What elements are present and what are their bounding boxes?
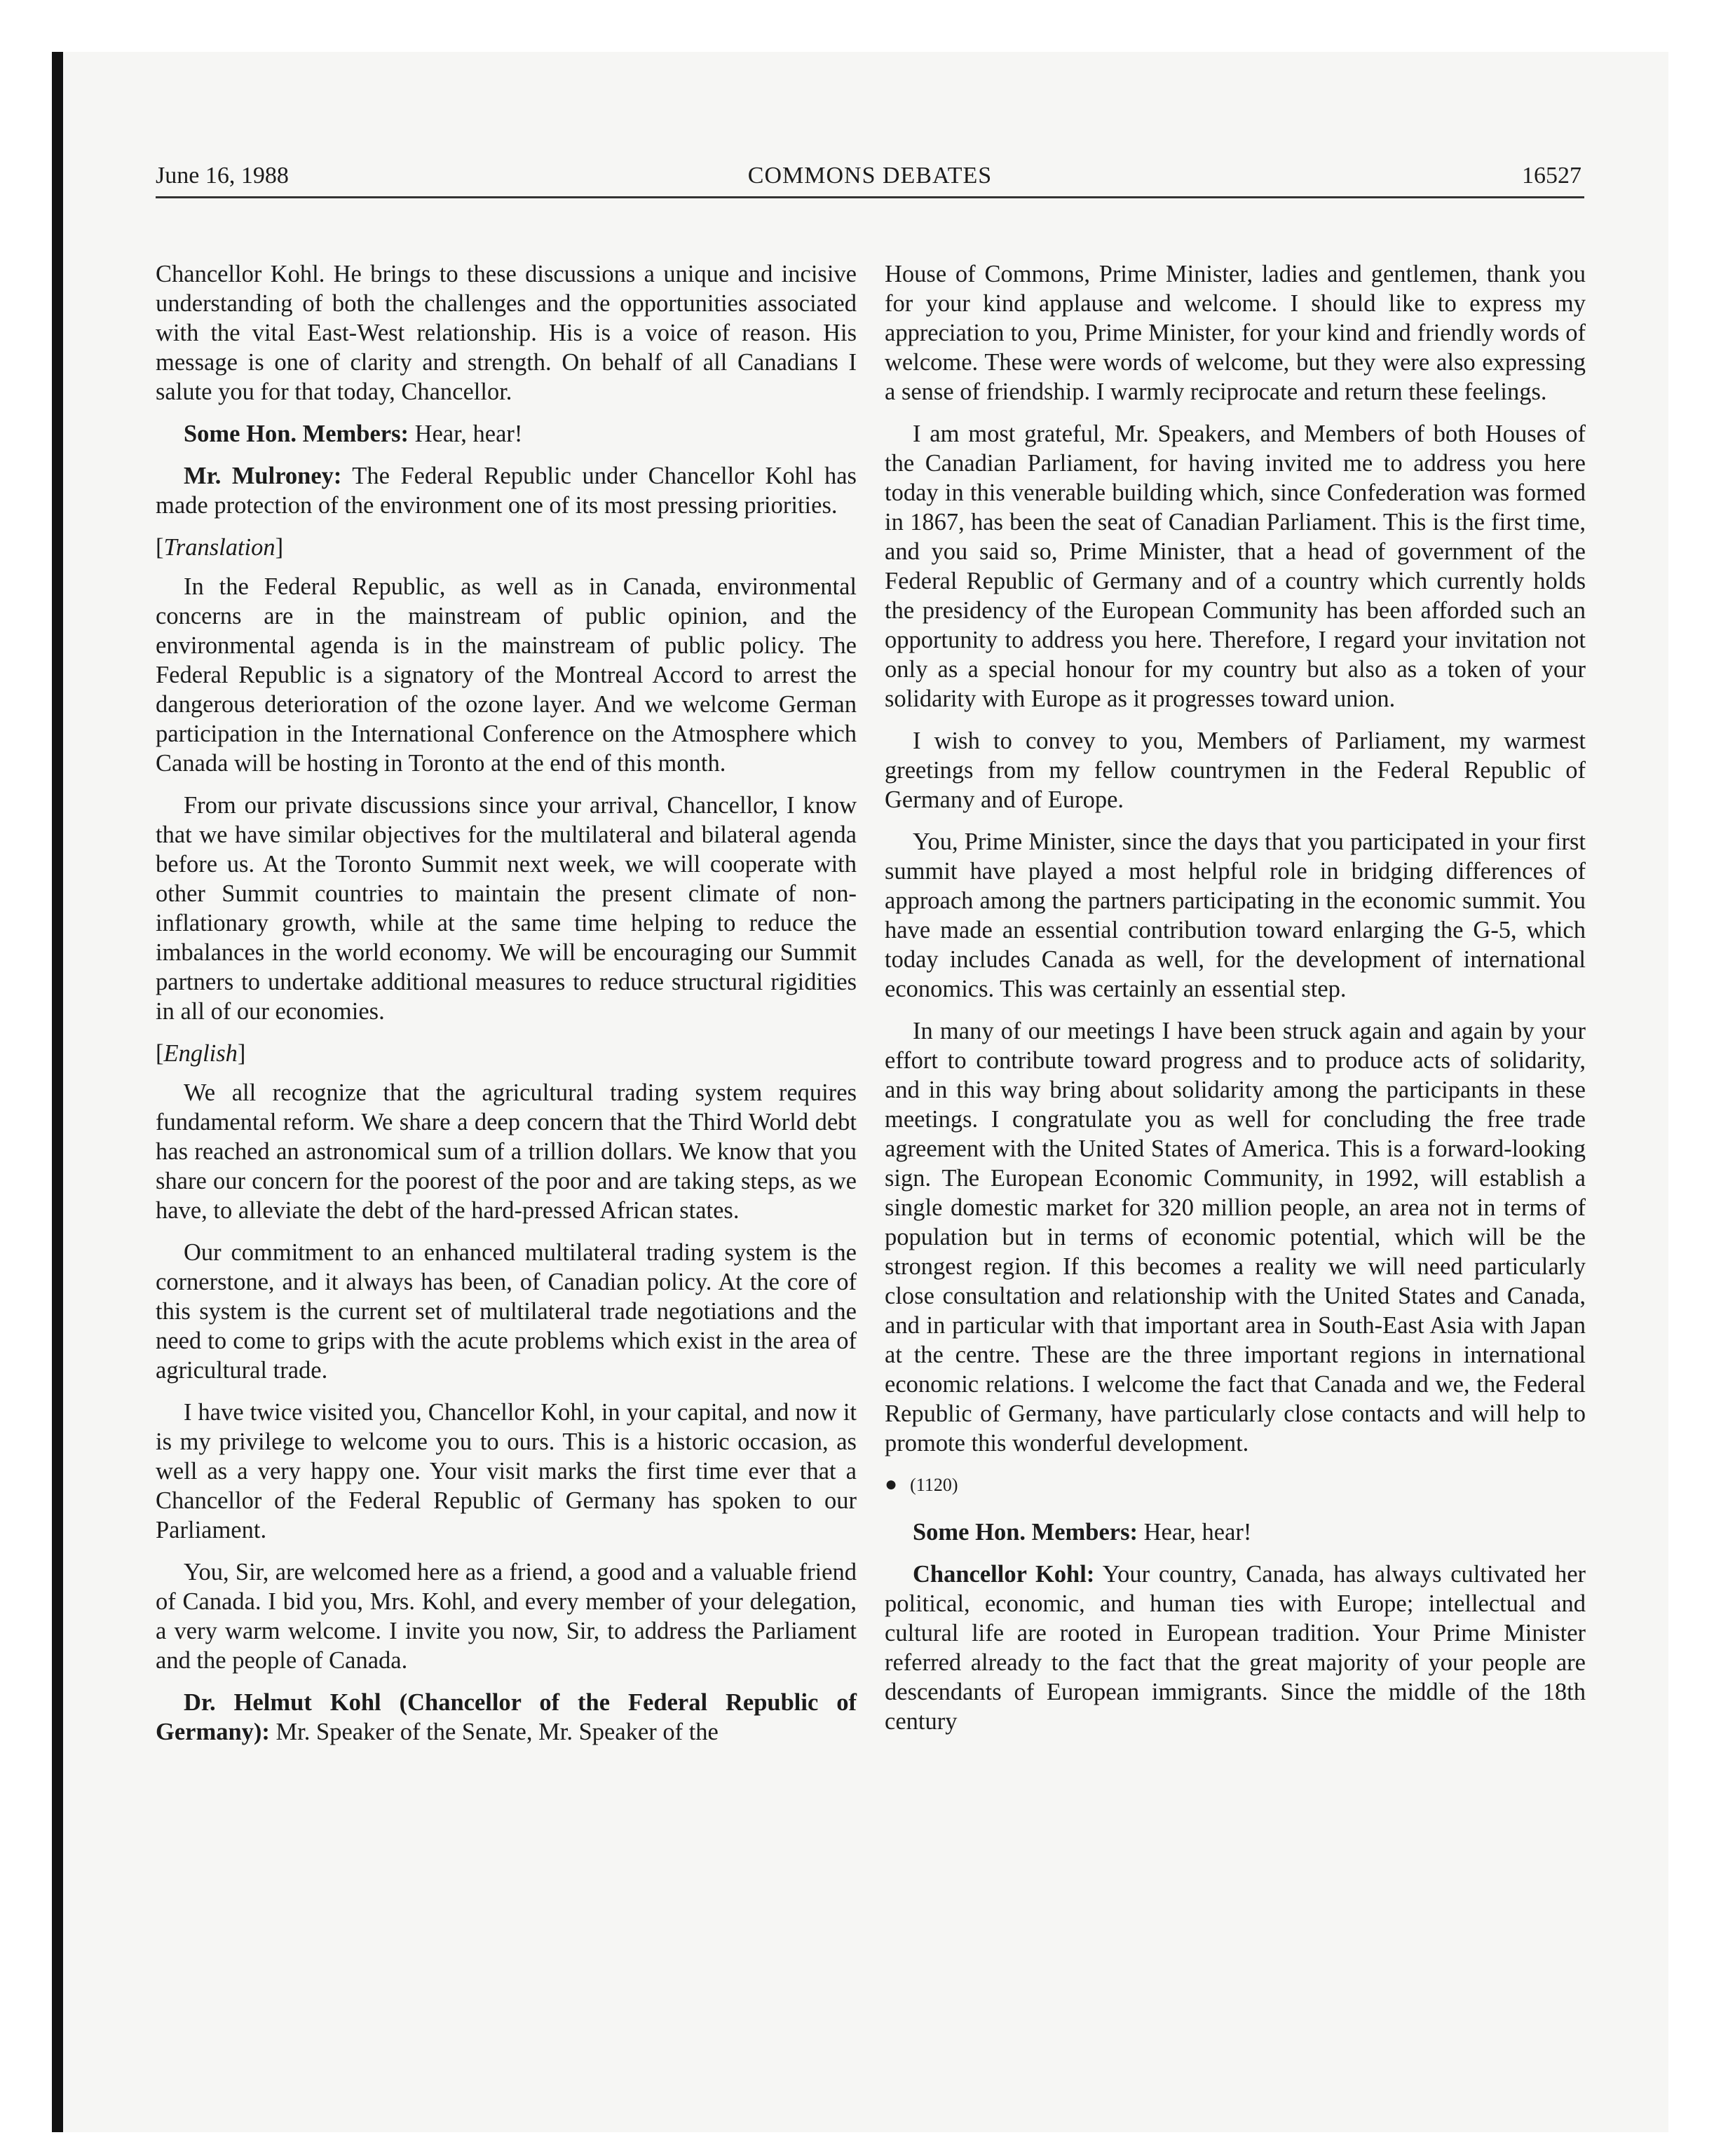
paragraph: I am most grateful, Mr. Speakers, and Members of both Houses of the Canadian Parliament, for having invited me to address you here today in this venerable building which, since Confederation was formed in 1867, has been the seat of Canadian Parliament. This is the first time, and you said so, Prime Minister, that a head of government of the Federal Republic of Germany and of a country which currently holds the presidency of the European Community has been afforded such an opportunity to address you here. Therefore, I regard your invitation not only as a special honour for my country but also as a token of your solidarity with Europe as it progresses toward union. — [885, 421, 1586, 712]
paragraph: We all recognize that the agricultural trading system requires fundamental reform. We share a deep concern that the Third World debt has reached an astronomical sum of a trillion dollars. We know that you share our concern for the poorest of the poor and are taking steps, as we have, to alleviate the debt of the hard-pressed African states. — [156, 1079, 857, 1224]
speech-text: Mr. Speaker of the Senate, Mr. Speaker of the — [269, 1719, 719, 1745]
speech-paragraph — [885, 1560, 1586, 1736]
right-column — [885, 259, 1586, 1749]
time-marker — [885, 1471, 1586, 1499]
time-marker-label: (1120) — [910, 1475, 958, 1495]
paragraph: House of Commons, Prime Minister, ladies and gentlemen, thank you for your kind applause and welcome. I should like to express my appreciation to you, Prime Minister, for your kind and friendly words of welcome. These were words of welcome, but they were also expressing a sense of friendship. I warmly reciprocate and return these feelings. — [885, 261, 1586, 405]
paragraph: You, Sir, are welcomed here as a friend, a good and a valuable friend of Canada. I bid you, Mrs. Kohl, and every member of your delegation, a very warm welcome. I invite you now, Sir, to address the Parliament and the people of Canada. — [156, 1559, 857, 1674]
paragraph: Our commitment to an enhanced multilateral trading system is the cornerstone, and it always has been, of Canadian policy. At the core of this system is the current set of multilateral trade negotiations and the need to come to grips with the acute problems which exist in the area of agricultural trade. — [156, 1239, 857, 1384]
scan-edge — [52, 52, 63, 2132]
speech-text: Hear, hear! — [408, 421, 523, 447]
paragraph: In many of our meetings I have been struck again and again by your effort to contribute toward progress and to produce acts of solidarity, and in this way bring about solidarity among the participants in these meetings. I congratulate you as well for concluding the free trade agreement with the United States of America. This is a forward-looking sign. The European Economic Community, in 1992, will establish a single domestic market for 320 million people, an area not in terms of population but in terms of economic potential, which will be the strongest region. If this becomes a reality we will need particularly close consultation and relationship with the United States and Canada, and in particular with that important area in South-East Asia with Japan at the centre. These are the three important regions in international economic relations. I welcome the fact that Canada and we, the Federal Republic of Germany, have particularly close contacts and will help to promote this wonderful development. — [885, 1018, 1586, 1456]
speech-text: Hear, hear! — [1137, 1519, 1252, 1546]
bullet-icon: ● — [885, 1473, 898, 1496]
speaker-name: Dr. Helmut Kohl (Chancellor of the Federal Republic of Germany): — [156, 1689, 857, 1745]
running-header — [156, 156, 1584, 198]
interjection — [156, 419, 857, 449]
speaker-name: Chancellor Kohl: — [913, 1561, 1095, 1588]
speech-paragraph — [156, 1688, 857, 1747]
language-label: Translation — [163, 534, 275, 561]
paragraph: You, Prime Minister, since the days that you participated in your first summit have played a most helpful role in bridging differences of approach among the partners participating in the economic summit. You have made an essential contribution toward enlarging the G-5, which today includes Canada as well, for the development of international economics. This was certainly an essential step. — [885, 828, 1586, 1002]
speech-text: Your country, Canada, has always cultivated her political, economic, and human ties with Europe; intellectual and cultural life are rooted in European tradition. Your Prime Minister referred already to the fact that the great majority of your people are descendants of European immigrants. Since the middle of the 18th century — [885, 1561, 1586, 1735]
language-label: English — [163, 1040, 238, 1067]
interjection — [885, 1517, 1586, 1547]
header-page-number: 16527 — [1522, 163, 1581, 189]
speaker-name: Mr. Mulroney: — [184, 463, 342, 489]
paragraph: In the Federal Republic, as well as in Canada, environmental concerns are in the mainstream of public opinion, and the environmental agenda is in the mainstream of public policy. The Federal Republic is a signatory of the Montreal Accord to arrest the dangerous deterioration of the ozone layer. And we welcome German participation in the International Conference on the Atmosphere which Canada will be hosting in Toronto at the end of this month. — [156, 573, 857, 777]
speaker-name: Some Hon. Members: — [913, 1519, 1138, 1546]
left-column — [156, 259, 857, 1759]
language-note: [Translation] — [156, 534, 284, 561]
speech-text: The Federal Republic under Chancellor Kohl has made protection of the environment one of its most pressing priorities. — [156, 463, 857, 519]
speaker-name: Some Hon. Members: — [184, 421, 409, 447]
paragraph: From our private discussions since your arrival, Chancellor, I know that we have similar objectives for the multilateral and bilateral agenda before us. At the Toronto Summit next week, we will cooperate with other Summit countries to maintain the present climate of non-inflationary growth, while at the same time helping to reduce the imbalances in the world economy. We will be encouraging our Summit partners to undertake additional measures to reduce structural rigidities in all of our economies. — [156, 792, 857, 1025]
speech-paragraph — [156, 461, 857, 520]
header-date: June 16, 1988 — [156, 163, 289, 189]
header-title: COMMONS DEBATES — [747, 163, 993, 189]
paragraph: I wish to convey to you, Members of Parliament, my warmest greetings from my fellow countrymen in the Federal Republic of Germany and of Europe. — [885, 728, 1586, 813]
paragraph: I have twice visited you, Chancellor Kohl, in your capital, and now it is my privilege to welcome you to ours. This is a historic occasion, as well as a very happy one. Your visit marks the first time ever that a Chancellor of the Federal Republic of Germany has spoken to our Parliament. — [156, 1399, 857, 1543]
paragraph: Chancellor Kohl. He brings to these discussions a unique and incisive understanding of both the challenges and the opportunities associated with the vital East-West relationship. His is a voice of reason. His message is one of clarity and strength. On behalf of all Canadians I salute you for that today, Chancellor. — [156, 261, 857, 405]
language-note: [English] — [156, 1040, 246, 1067]
